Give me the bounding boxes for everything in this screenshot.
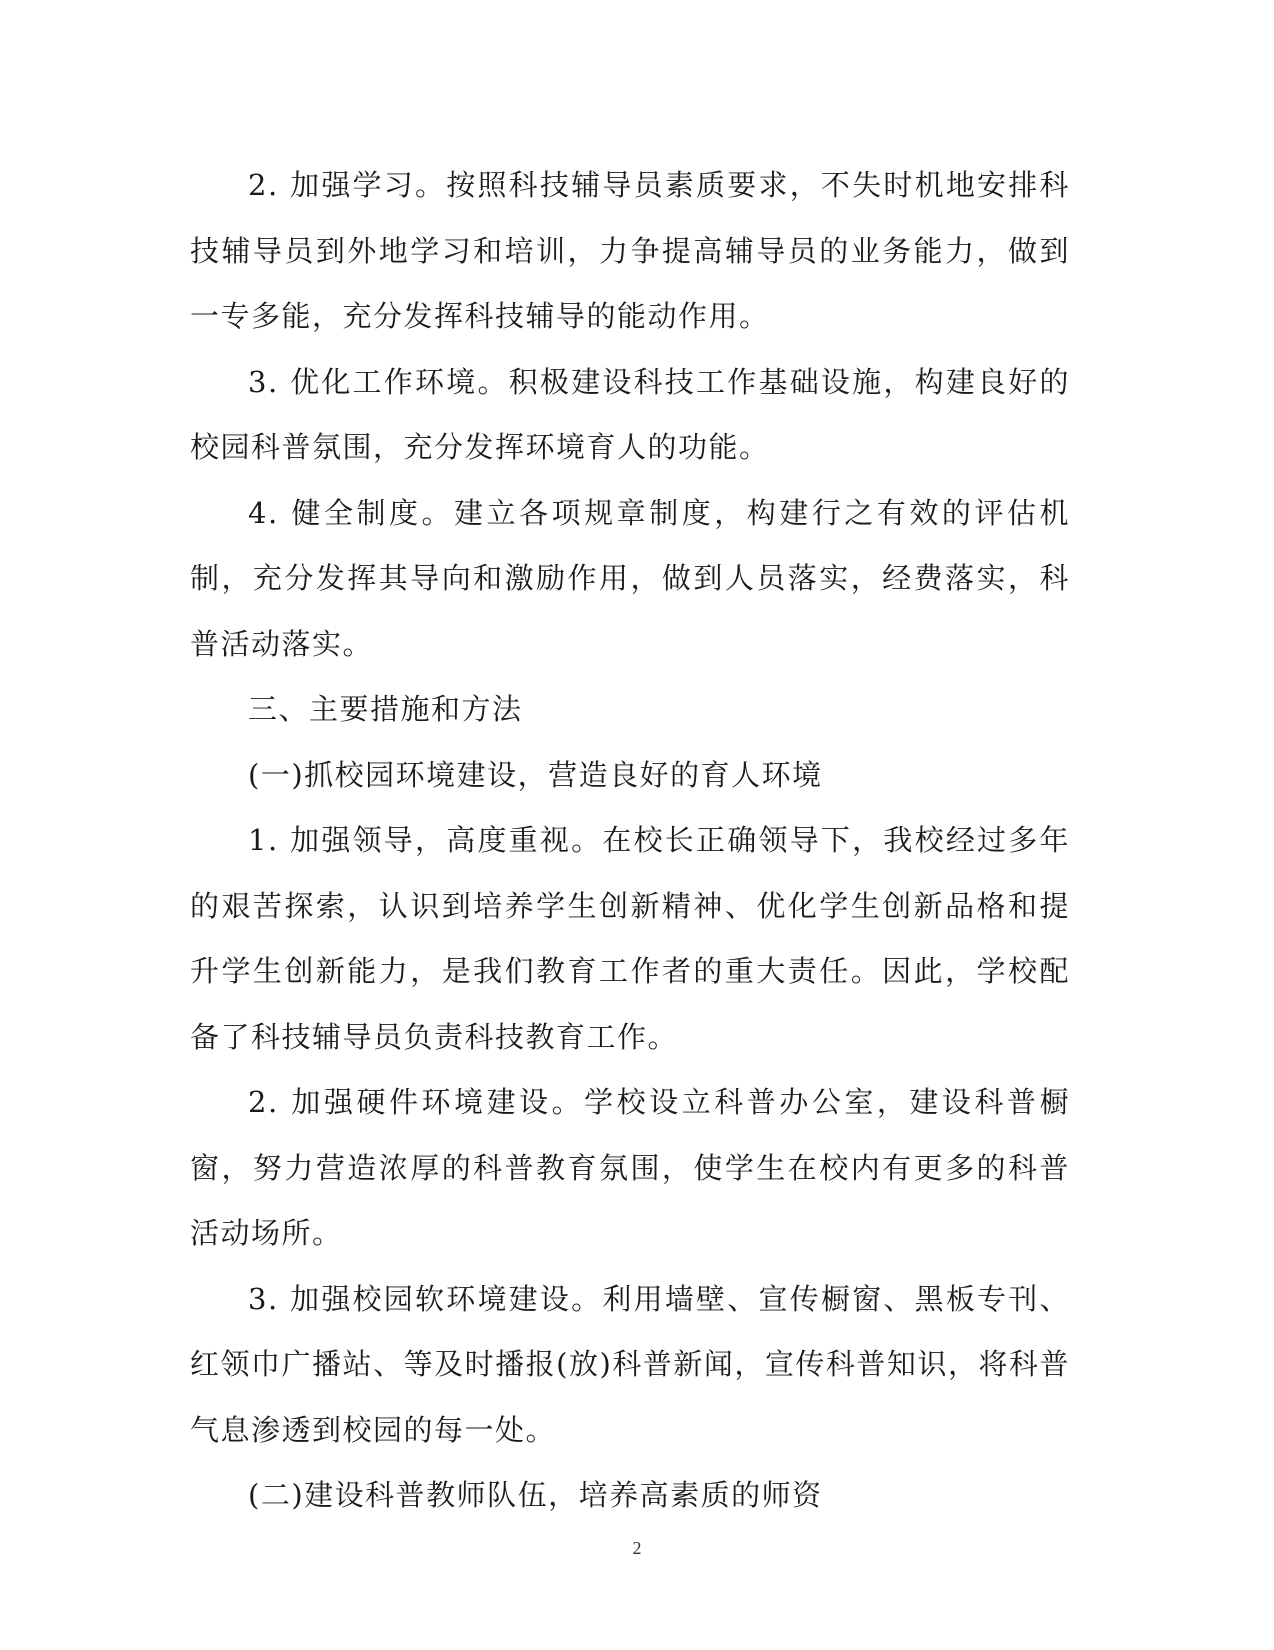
section-heading-measures: 三、主要措施和方法: [248, 692, 523, 726]
subsection-heading-campus-environment: (一)抓校园环境建设，营造良好的育人环境: [248, 757, 823, 792]
paragraph-study: 2. 加强学习。按照科技辅导员素质要求，不失时机地安排科技辅导员到外地学习和培训，力争提高辅导员的业务能力，做到一专多能，充分发挥科技辅导的能动作用。: [190, 168, 1070, 333]
page-number: 2: [632, 1538, 642, 1558]
paragraph-environment: 3. 优化工作环境。积极建设科技工作基础设施，构建良好的校园科普氛围，充分发挥环境育人的功能。: [190, 364, 1070, 464]
paragraph-system: 4. 健全制度。建立各项规章制度，构建行之有效的评估机制，充分发挥其导向和激励作用，做到人员落实，经费落实，科普活动落实。: [190, 495, 1070, 661]
document-body: [190, 153, 1070, 1529]
paragraph-soft-environment: 3. 加强校园软环境建设。利用墙壁、宣传橱窗、黑板专刊、红领巾广播站、等及时播报(放)科普新闻，宣传科普知识，将科普气息渗透到校园的每一处。: [190, 1281, 1070, 1447]
paragraph-hardware: 2. 加强硬件环境建设。学校设立科普办公室，建设科普橱窗，努力营造浓厚的科普教育氛围，使学生在校内有更多的科普活动场所。: [190, 1085, 1070, 1250]
paragraph-leadership: 1. 加强领导，高度重视。在校长正确领导下，我校经过多年的艰苦探索，认识到培养学生创新精神、优化学生创新品格和提升学生创新能力，是我们教育工作者的重大责任。因此，学校配备了科技辅导员负责科技教育工作。: [190, 823, 1070, 1054]
subsection-heading-teachers: (二)建设科普教师队伍，培养高素质的师资: [248, 1478, 823, 1512]
